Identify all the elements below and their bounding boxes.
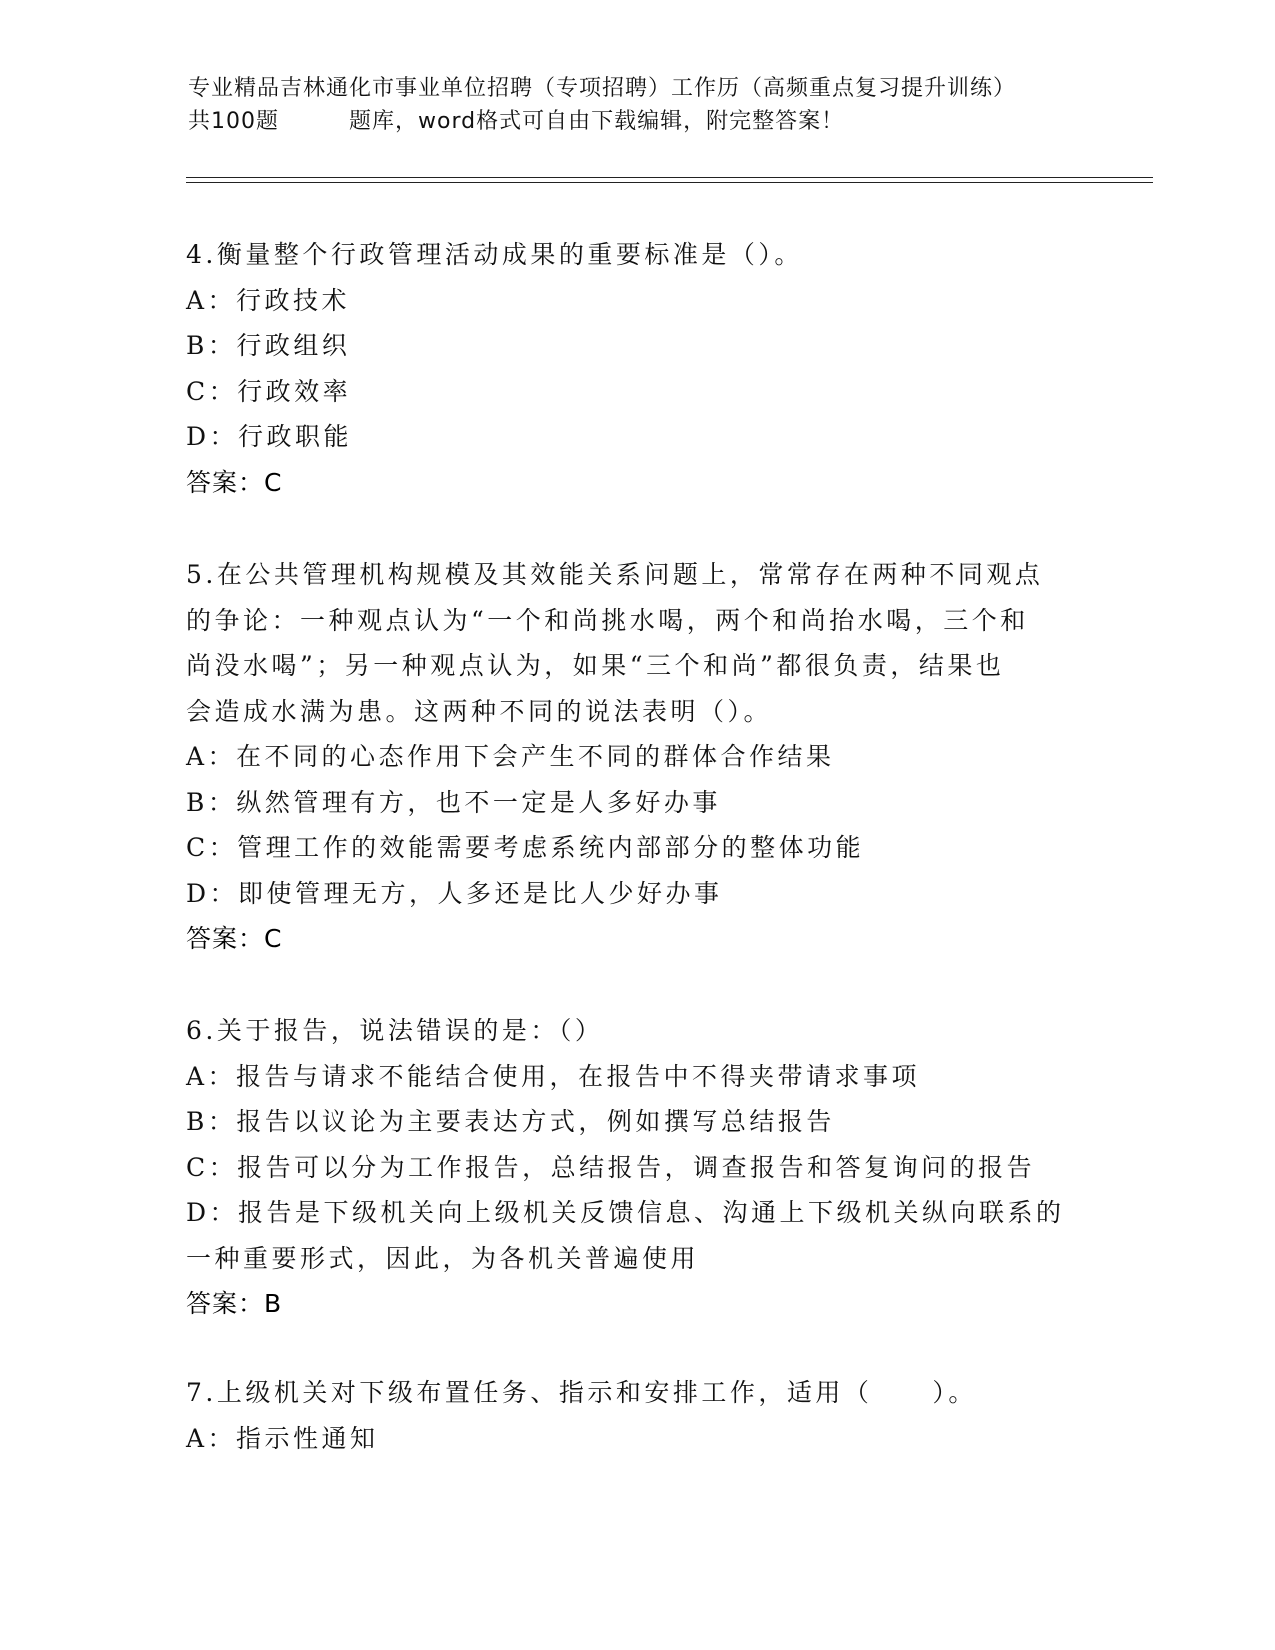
header-question-count: 共100题 bbox=[188, 109, 279, 134]
option-c: C：管理工作的效能需要考虑系统内部部分的整体功能 bbox=[186, 833, 865, 862]
option-d: D：行政职能 bbox=[186, 422, 353, 451]
question-stem bbox=[186, 1370, 1086, 1416]
option-b: B：行政组织 bbox=[186, 331, 351, 360]
option-b: B：纵然管理有方，也不一定是人多好办事 bbox=[186, 787, 721, 817]
question-stem-line-4: 会造成水满为患。这两种不同的说法表明（）。 bbox=[186, 696, 773, 726]
question-6 bbox=[186, 1008, 1086, 1327]
question-stem-line-1: 5.在公共管理机构规模及其效能关系问题上，常常存在两种不同观点 bbox=[186, 560, 1044, 589]
answer: 答案：B bbox=[186, 1289, 283, 1318]
question-stem: 4.衡量整个行政管理活动成果的重要标准是（）。 bbox=[186, 240, 803, 269]
header-title-line2 bbox=[188, 105, 1088, 138]
question-7 bbox=[186, 1370, 1086, 1461]
option-c: C：报告可以分为工作报告，总结报告，调查报告和答复询问的报告 bbox=[186, 1152, 1036, 1182]
document-header bbox=[188, 72, 1088, 138]
question-stem-before-blank: 7.上级机关对下级布置任务、指示和安排工作，适用（ bbox=[186, 1378, 873, 1407]
option-d: D：即使管理无方，人多还是比人少好办事 bbox=[186, 878, 723, 908]
option-a: A：指示性通知 bbox=[186, 1423, 379, 1453]
question-stem-line-2: 的争论：一种观点认为“一个和尚挑水喝，两个和尚抬水喝，三个和 bbox=[186, 605, 1029, 635]
question-5 bbox=[186, 552, 1086, 962]
option-a: A：行政技术 bbox=[186, 285, 351, 315]
option-b: B：报告以议论为主要表达方式，例如撰写总结报告 bbox=[186, 1107, 835, 1136]
header-divider-bottom bbox=[186, 182, 1153, 183]
answer: 答案：C bbox=[186, 924, 283, 953]
question-stem-line-3: 尚没水喝”；另一种观点认为，如果“三个和尚”都很负责，结果也 bbox=[186, 651, 1005, 680]
question-stem: 6.关于报告，说法错误的是：（） bbox=[186, 1016, 604, 1045]
header-description: 题库，word格式可自由下载编辑，附完整答案！ bbox=[349, 109, 845, 134]
question-stem-after-blank: ）。 bbox=[932, 1378, 977, 1407]
option-d: D：报告是下级机关向上级机关反馈信息、沟通上下级机关纵向联系的 bbox=[186, 1198, 1065, 1227]
option-a: A：报告与请求不能结合使用，在报告中不得夹带请求事项 bbox=[186, 1061, 921, 1091]
question-4 bbox=[186, 232, 1086, 505]
header-title-line1: 专业精品吉林通化市事业单位招聘（专项招聘）工作历（高频重点复习提升训练） bbox=[188, 76, 1017, 101]
option-a: A：在不同的心态作用下会产生不同的群体合作结果 bbox=[186, 742, 835, 771]
answer: 答案：C bbox=[186, 467, 283, 497]
header-divider-top bbox=[186, 177, 1153, 178]
option-d-continued: 一种重要形式，因此，为各机关普遍使用 bbox=[186, 1243, 700, 1273]
option-c: C：行政效率 bbox=[186, 376, 352, 406]
